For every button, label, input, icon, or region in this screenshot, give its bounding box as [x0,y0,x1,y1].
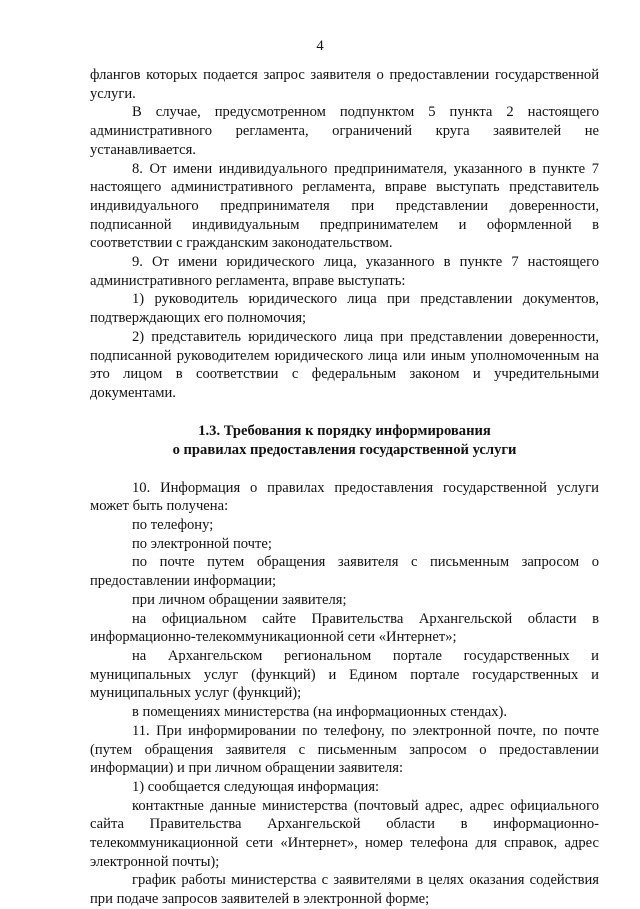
list-item: при личном обращении заявителя; [132,591,347,608]
list-item: график работы министерства с заявителями в целях оказания содействия при подаче запросов заявителей в электронной форме; [90,872,599,908]
paragraph: 8. От имени индивидуального предпринимателя, указанного в пункте 7 настоящего административного регламента, вправе выступать представитель индивидуального предпринимателя при представлении доверенности, подписанной индивидуальным предпринимателем и оформленной в соответствии с гражданским законодательством. [90,160,599,252]
section-heading [90,422,599,460]
section-heading-line: о правилах предоставления государственной услуги [172,441,517,458]
list-item: по электронной почте; [132,535,272,552]
paragraph: 11. При информировании по телефону, по электронной почте, по почте (путем обращения заявителя с письменным запросом о предоставлении информации) и при личном обращении заявителя: [90,722,599,777]
list-item: на Архангельском региональном портале государственных и муниципальных услуг (функций) и Едином портале государственных и муниципальных услуг (функций); [90,647,599,702]
paragraph: флангов которых подается запрос заявителя о предоставлении государственной услуги. [90,67,599,102]
page-number: 4 [316,38,324,54]
list-item: по телефону; [132,517,214,534]
list-item: контактные данные министерства (почтовый адрес, адрес официального сайта Правительства Архангельской области в информационно-телекоммуникационной сети «Интернет», номер телефона для справок, адрес электронной почты); [90,797,599,870]
list-item: в помещениях министерства (на информационных стендах). [132,704,508,721]
paragraph: 2) представитель юридического лица при представлении доверенности, подписанной руководителем юридического лица или иным уполномоченным на это лицом в соответствии с федеральным законом и учредительными документами. [90,328,599,401]
paragraph: 10. Информация о правилах предоставления государственной услуги может быть получена: [90,479,599,515]
paragraph: 9. От имени юридического лица, указанного в пункте 7 настоящего административного регламента, вправе выступать: [90,254,599,289]
paragraph: 1) сообщается следующая информация: [132,778,380,795]
section-heading-line: 1.3. Требования к порядку информирования [198,422,491,439]
document-body [90,66,599,909]
list-item: на официальном сайте Правительства Архангельской области в информационно-телекоммуникационной сети «Интернет»; [90,610,599,646]
paragraph: 1) руководитель юридического лица при представлении документов, подтверждающих его полномочия; [90,291,599,327]
paragraph: В случае, предусмотренном подпунктом 5 пункта 2 настоящего административного регламента, ограничений круга заявителей не устанавливается. [90,104,599,158]
list-item: по почте путем обращения заявителя с письменным запросом о предоставлении информации; [90,554,599,590]
